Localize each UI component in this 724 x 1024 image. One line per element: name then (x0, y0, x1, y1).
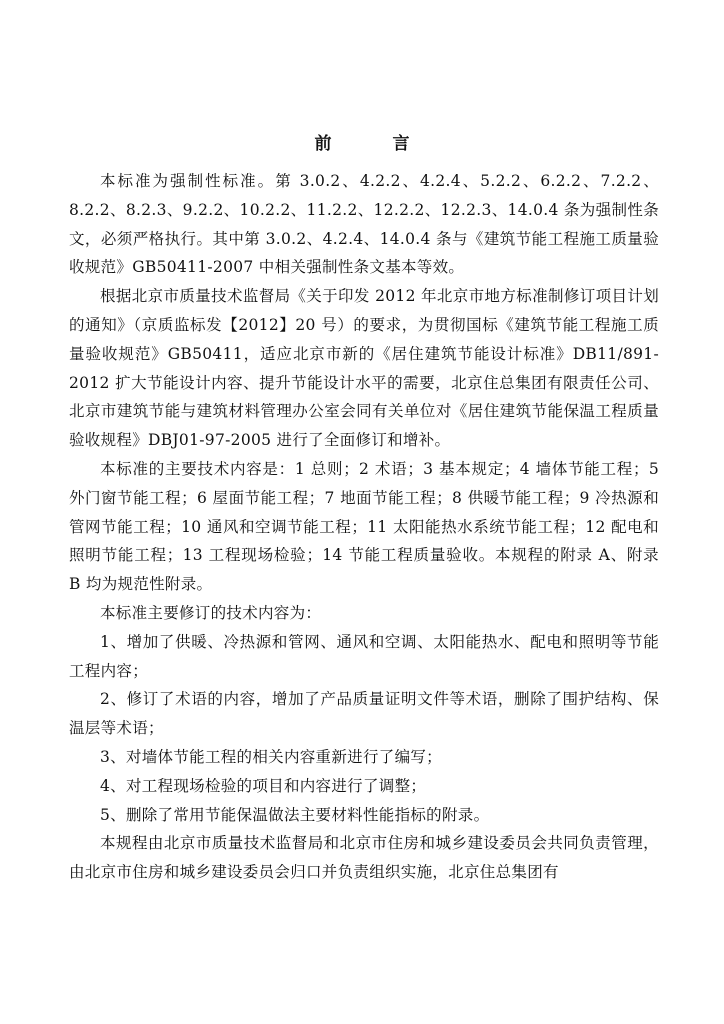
revision-item-4: 4、对工程现场检验的项目和内容进行了调整； (100, 776, 427, 795)
revision-item-2: 2、修订了术语的内容，增加了产品质量证明文件等术语，删除了围护结构、保温层等术语； (69, 690, 659, 738)
page-title: 前 言 (314, 134, 432, 154)
paragraph-management: 本规程由北京市质量技术监督局和北京市住房和城乡建设委员会共同负责管理，由北京市住房和城乡建设委员会归口并负责组织实施，北京住总集团有 (69, 834, 659, 882)
revision-item-3: 3、对墙体节能工程的相关内容重新进行了编写； (100, 747, 442, 766)
paragraph-mandatory-clauses: 本标准为强制性标准。第 3.0.2、4.2.2、4.2.4、5.2.2、6.2.2、7.2.2、8.2.2、8.2.3、9.2.2、10.2.2、11.2.2、12.2.2、12.2.3、14.0.4 条为强制性条文，必须严格执行。其中第 3.0.2、4.2.4、14.0.4 条与《建筑节能工程施工质量验收规范》GB50411-2007 中相关强制性条文基本等效。 (69, 172, 659, 277)
paragraph-revision-basis: 根据北京市质量技术监督局《关于印发 2012 年北京市地方标准制修订项目计划的通知》（京质监标发【2012】20 号）的要求，为贯彻国标《建筑节能工程施工质量验收规范》GB50411，适应北京市新的《居住建筑节能设计标准》DB11/891-2012 扩大节能设计内容、提升节能设计水平的需要，北京住总集团有限责任公司、北京市建筑节能与建筑材料管理办公室会同有关单位对《居住建筑节能保温工程质量验收规程》DBJ01-97-2005 进行了全面修订和增补。 (69, 287, 659, 450)
paragraph-main-contents: 本标准的主要技术内容是：1 总则；2 术语；3 基本规定；4 墙体节能工程；5 外门窗节能工程；6 屋面节能工程；7 地面节能工程；8 供暖节能工程；9 冷热源和管网节能工程；10 通风和空调节能工程；11 太阳能热水系统节能工程；12 配电和照明节能工程；13 工程现场检验；14 节能工程质量验收。本规程的附录 A、附录 B 均为规范性附录。 (69, 459, 659, 594)
paragraph-revision-intro: 本标准主要修订的技术内容为： (100, 603, 322, 622)
document-body (69, 167, 659, 887)
revision-item-5: 5、删除了常用节能保温做法主要材料性能指标的附录。 (100, 805, 490, 824)
revision-item-1: 1、增加了供暖、冷热源和管网、通风和空调、太阳能热水、配电和照明等节能工程内容； (69, 632, 659, 680)
